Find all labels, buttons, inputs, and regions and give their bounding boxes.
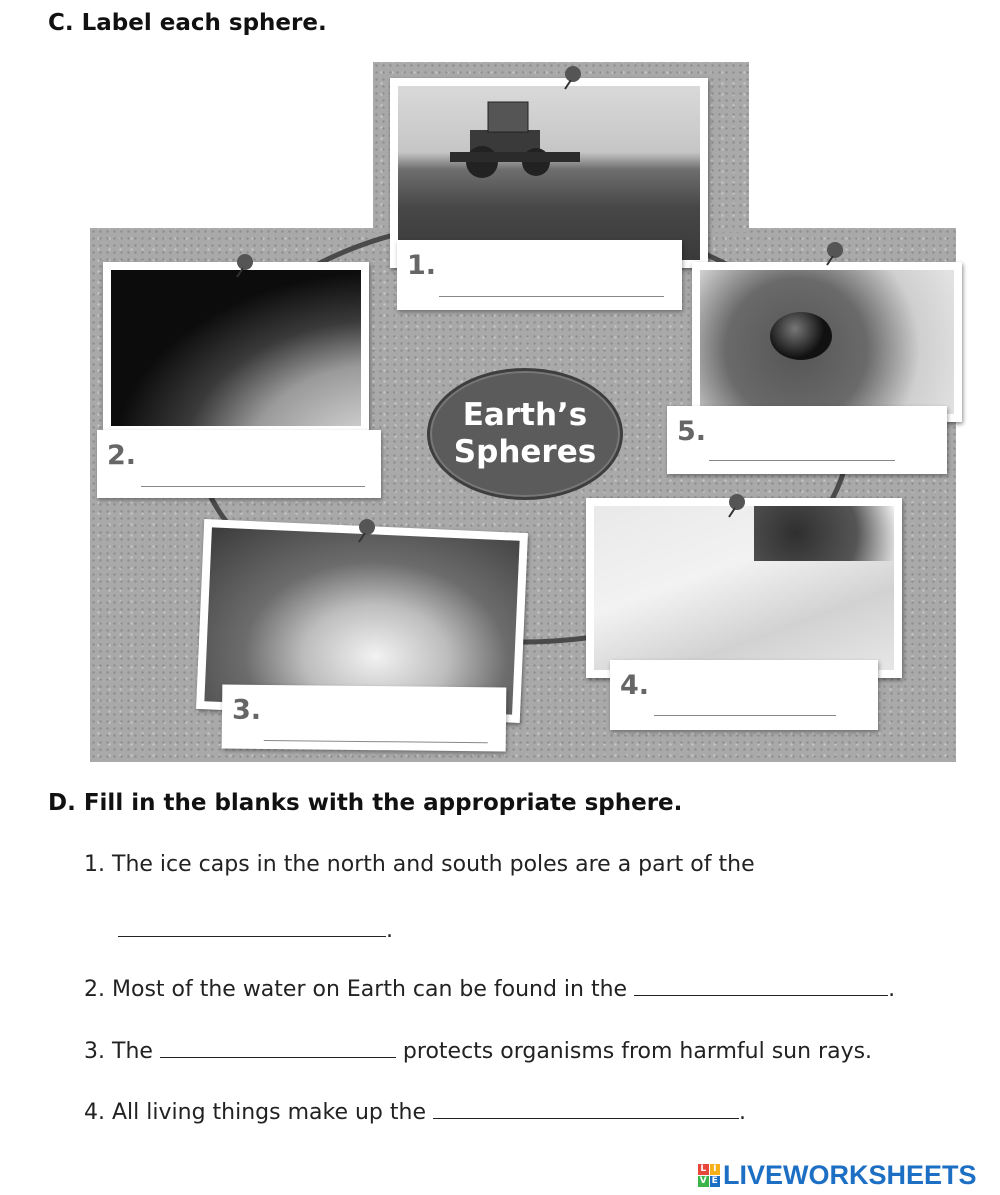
question-number: 3.	[84, 1039, 105, 1064]
question-3	[84, 1039, 872, 1064]
question-end: .	[386, 918, 393, 943]
logo-letter: I	[710, 1164, 721, 1175]
brand-text: LIVEWORKSHEETS	[723, 1159, 977, 1190]
question-1-blank-line	[118, 918, 393, 943]
pushpin-icon	[232, 252, 258, 278]
answer-blank[interactable]	[654, 715, 836, 716]
question-1	[84, 852, 755, 877]
earths-spheres-badge	[427, 368, 623, 500]
question-number: 2.	[84, 977, 105, 1002]
answer-blank[interactable]	[634, 977, 888, 996]
question-text: All living things make up the	[112, 1100, 426, 1125]
label-number: 5.	[677, 416, 707, 447]
label-card-2	[97, 430, 381, 498]
photo-ladybug-flower	[692, 262, 962, 422]
pushpin-icon	[724, 492, 750, 518]
question-end: .	[888, 977, 896, 1002]
tractor-icon	[450, 92, 580, 182]
pushpin-icon	[560, 64, 586, 90]
question-2	[84, 977, 895, 1002]
answer-blank[interactable]	[141, 486, 365, 487]
photo-sand-dunes	[586, 498, 902, 678]
label-card-5	[667, 406, 947, 474]
label-number: 3.	[231, 694, 262, 726]
logo-letter: V	[699, 1176, 707, 1186]
label-card-4	[610, 660, 878, 730]
section-d-heading: D. Fill in the blanks with the appropriate sphere.	[48, 790, 683, 816]
question-number: 4.	[84, 1100, 105, 1125]
photo-atmosphere	[103, 262, 369, 434]
pushpin-icon	[822, 240, 848, 266]
label-number: 2.	[107, 440, 137, 471]
pushpin-icon	[354, 517, 380, 543]
question-text: The ice caps in the north and south poles are a part of the	[112, 852, 755, 877]
question-4	[84, 1100, 746, 1125]
center-title-line2: Spheres	[453, 434, 597, 470]
answer-blank[interactable]	[439, 296, 664, 297]
label-card-1	[397, 240, 682, 310]
center-title-line1: Earth’s	[462, 397, 588, 433]
answer-blank[interactable]	[160, 1039, 396, 1058]
answer-blank[interactable]	[433, 1100, 739, 1119]
answer-blank[interactable]	[264, 740, 488, 743]
label-number: 4.	[620, 670, 650, 701]
question-text: The	[112, 1039, 153, 1064]
ladybug-icon	[770, 312, 832, 360]
liveworksheets-brand	[698, 1160, 977, 1190]
label-number: 1.	[407, 250, 437, 281]
question-text: Most of the water on Earth can be found in the	[112, 977, 628, 1002]
answer-blank[interactable]	[118, 918, 386, 937]
liveworksheets-logo-icon	[698, 1164, 720, 1186]
question-number: 1.	[84, 852, 105, 877]
logo-letter: L	[698, 1164, 709, 1175]
section-c-heading: C. Label each sphere.	[48, 10, 327, 36]
label-card-3	[222, 685, 507, 752]
question-end: .	[738, 1100, 746, 1125]
question-end: protects organisms from harmful sun rays.	[402, 1039, 873, 1064]
logo-letter: E	[710, 1176, 721, 1187]
answer-blank[interactable]	[709, 460, 895, 461]
